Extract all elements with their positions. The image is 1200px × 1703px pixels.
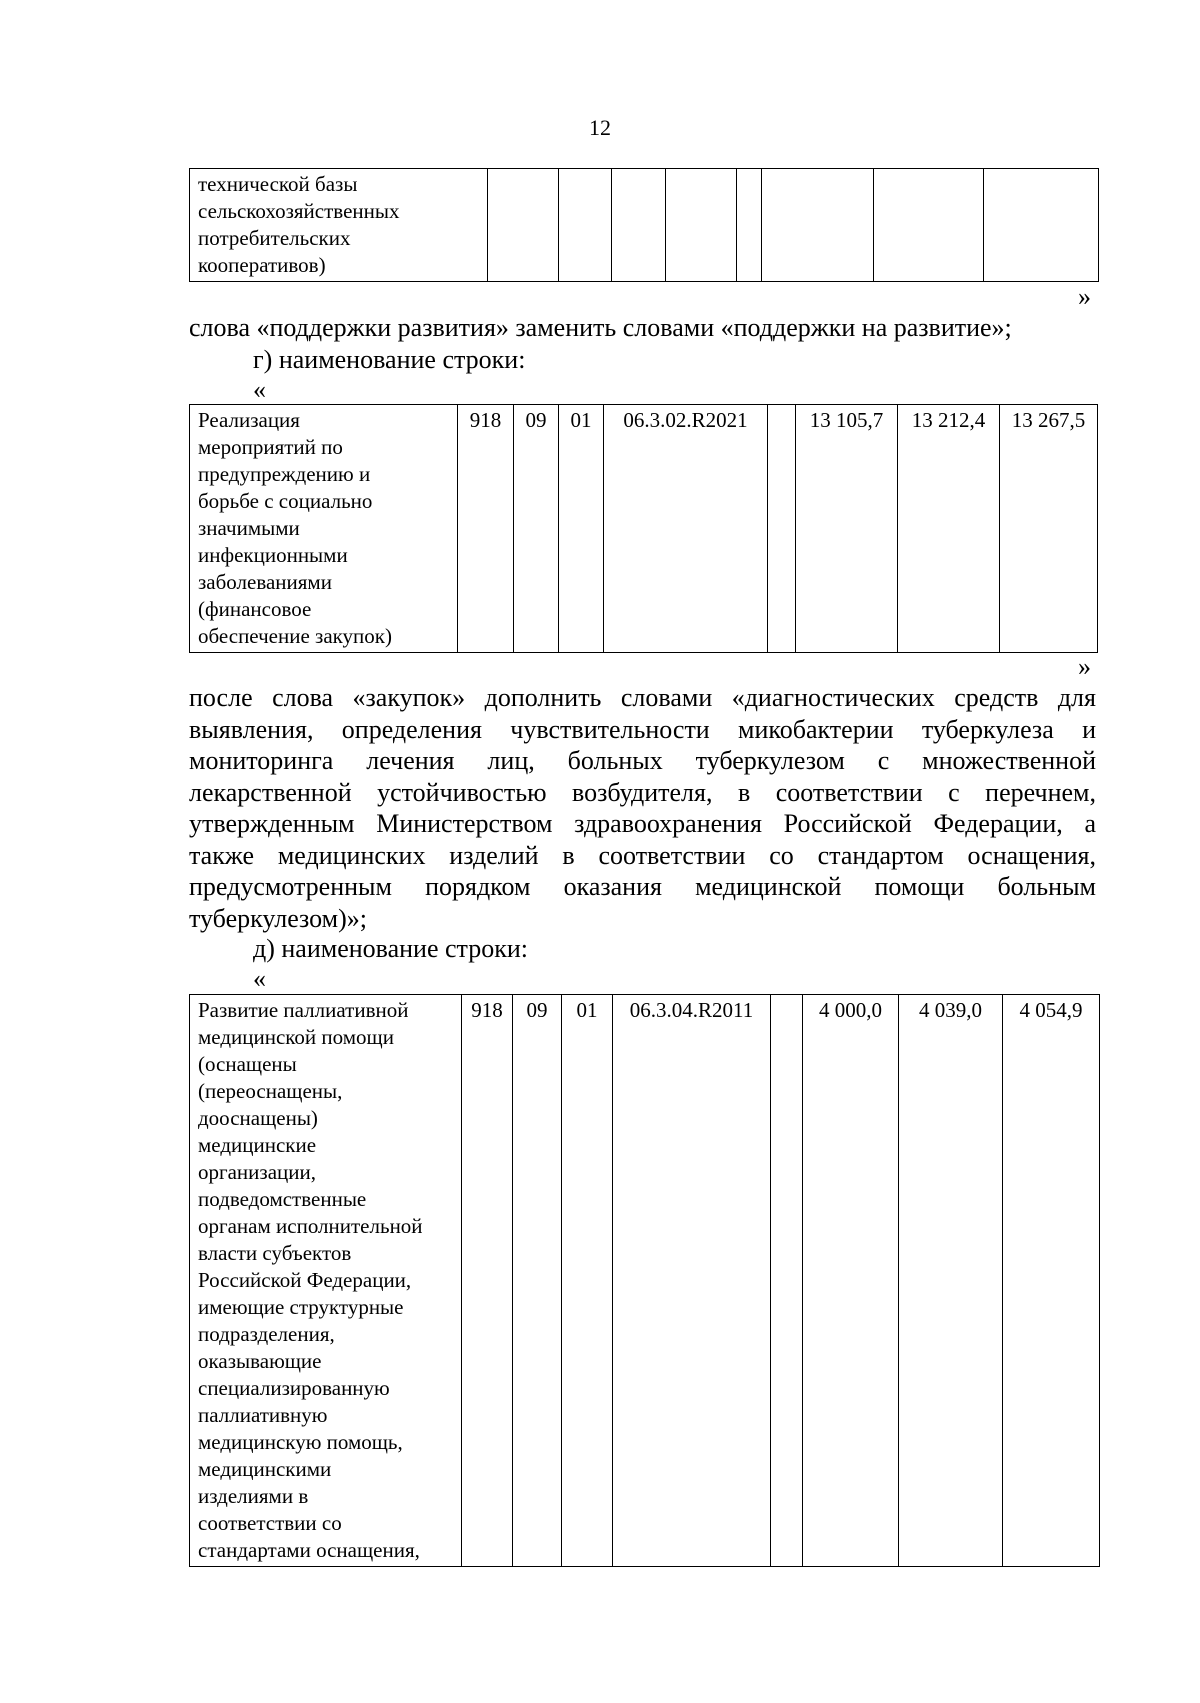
target-article-cell: 06.3.04.R2011 [613, 995, 771, 1567]
empty-cell [984, 169, 1099, 282]
item-g-heading: г) наименование строки: [253, 345, 526, 374]
empty-cell [666, 169, 737, 282]
row-name-line: Развитие паллиативной [198, 998, 409, 1022]
row-name-line: заболеваниями [198, 570, 332, 594]
empty-cell [488, 169, 559, 282]
row-name-line: (оснащены [198, 1052, 297, 1076]
ministry-code-cell: 918 [462, 995, 513, 1567]
empty-cell [559, 169, 612, 282]
item-d-heading: д) наименование строки: [253, 934, 528, 963]
row-name-line: органам исполнительной [198, 1214, 423, 1238]
paragraph-line: лекарственной устойчивостью возбудителя, в соответствии с перечнем, [189, 777, 1096, 807]
paragraph-line: предусмотренным порядком оказания медицинской помощи больным [189, 872, 1096, 901]
replace-instruction: слова «поддержки развития» заменить словами «поддержки на развитие»; [189, 313, 1012, 342]
amendment-paragraph [189, 682, 1096, 934]
row-name-line: сельскохозяйственных [198, 199, 400, 223]
empty-cell [762, 169, 874, 282]
paragraph-line: утвержденным Министерством здравоохранения Российской Федерации, а [189, 809, 1096, 838]
row-name-line: соответствии со [198, 1511, 342, 1535]
row-name-line: медицинскими [198, 1457, 332, 1481]
row-name-line: медицинской помощи [198, 1025, 394, 1049]
closing-quote: » [1078, 652, 1091, 681]
row-name-line: дооснащены) [198, 1106, 318, 1130]
row-name-line: специализированную [198, 1376, 390, 1400]
row-name-line: борьбе с социально [198, 489, 373, 513]
paragraph-line: также медицинских изделий в соответствии со стандартом оснащения, [189, 840, 1096, 870]
row-name-line: мероприятий по [198, 435, 343, 459]
amount-year1-cell: 4 000,0 [803, 995, 899, 1567]
row-name-line: (финансовое [198, 597, 312, 621]
paragraph-line: выявления, определения чувствительности микобактерии туберкулеза и [189, 714, 1096, 744]
expense-type-cell [771, 995, 803, 1567]
paragraph-line: туберкулезом)»; [189, 903, 368, 933]
row-name-line: Российской Федерации, [198, 1268, 412, 1292]
row-name-line: Реализация [198, 408, 300, 432]
row-name-cell [190, 995, 462, 1567]
row-name-line: технической базы [198, 172, 358, 196]
section-code-cell: 09 [513, 995, 562, 1567]
row-name-line: власти субъектов [198, 1241, 352, 1265]
empty-cell [874, 169, 984, 282]
amount-year1-cell: 13 105,7 [796, 405, 898, 653]
amount-year2-cell: 13 212,4 [898, 405, 1000, 653]
page-number: 12 [589, 115, 611, 140]
empty-cell [737, 169, 762, 282]
row-name-line: стандартами оснащения, [198, 1538, 420, 1562]
subsection-code-cell: 01 [562, 995, 613, 1567]
budget-table-row-d [189, 994, 1100, 1567]
amount-year2-cell: 4 039,0 [899, 995, 1003, 1567]
row-name-cell [190, 405, 458, 653]
expense-type-cell [768, 405, 796, 653]
paragraph-line: мониторинга лечения лиц, больных туберкулезом с множественной [189, 746, 1096, 775]
row-name-line: медицинские [198, 1133, 317, 1157]
section-code-cell: 09 [514, 405, 559, 653]
row-name-line: (переоснащены, [198, 1079, 343, 1103]
row-name-line: кооперативов) [198, 253, 326, 277]
row-name-line: обеспечение закупок) [198, 624, 392, 648]
subsection-code-cell: 01 [559, 405, 604, 653]
row-name-line: инфекционными [198, 543, 348, 567]
row-name-line: значимыми [198, 516, 300, 540]
ministry-code-cell: 918 [458, 405, 514, 653]
budget-table-row-g [189, 404, 1098, 653]
amount-year3-cell: 13 267,5 [1000, 405, 1098, 653]
paragraph-line: после слова «закупок» дополнить словами «диагностических средств для [189, 683, 1096, 712]
row-name-line: подведомственные [198, 1187, 367, 1211]
budget-table-fragment [189, 168, 1099, 282]
row-name-line: паллиативную [198, 1403, 328, 1427]
row-name-line: предупреждению и [198, 462, 371, 486]
row-name-line: потребительских [198, 226, 351, 250]
row-name-line: подразделения, [198, 1322, 335, 1346]
row-name-line: оказывающие [198, 1349, 322, 1373]
row-name-cell [190, 169, 488, 282]
row-name-line: организации, [198, 1160, 316, 1184]
empty-cell [612, 169, 666, 282]
row-name-line: медицинскую помощь, [198, 1430, 403, 1454]
target-article-cell: 06.3.02.R2021 [604, 405, 768, 653]
opening-quote: « [253, 964, 266, 993]
opening-quote: « [253, 375, 266, 404]
row-name-line: изделиями в [198, 1484, 309, 1508]
amount-year3-cell: 4 054,9 [1003, 995, 1100, 1567]
closing-quote: » [1078, 282, 1091, 311]
row-name-line: имеющие структурные [198, 1295, 404, 1319]
